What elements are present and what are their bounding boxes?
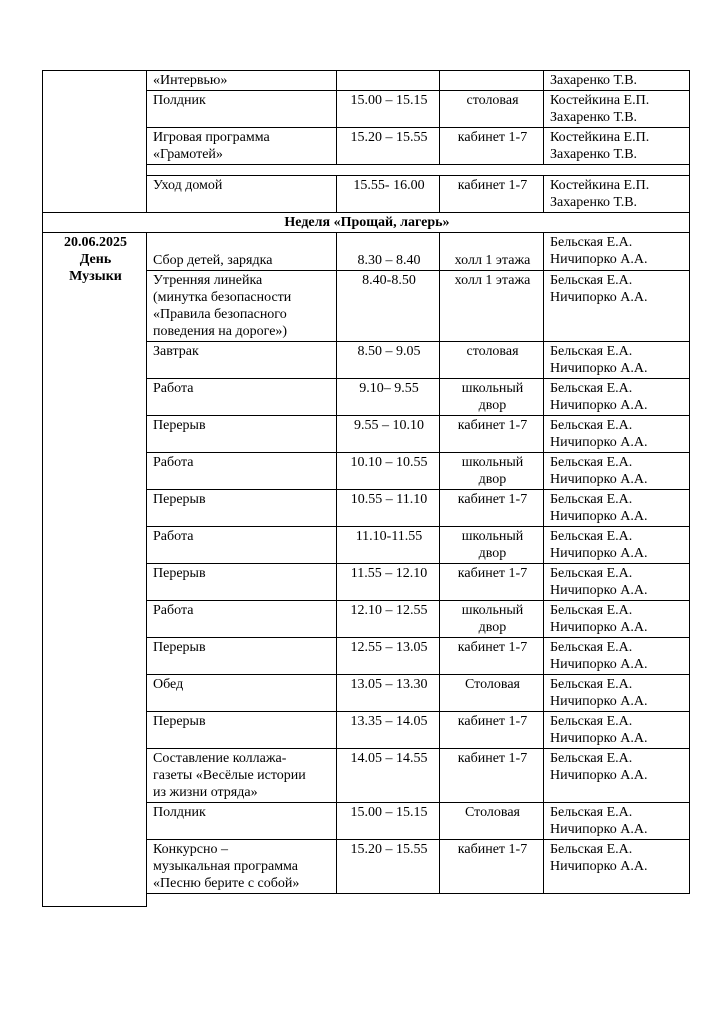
day-date: 20.06.2025 <box>64 235 127 250</box>
time-text: 13.05 – 13.30 <box>350 677 428 692</box>
staff-line: Бельская Е.А. <box>550 344 633 359</box>
staff-line: Бельская Е.А. <box>550 418 633 433</box>
week-title: Неделя «Прощай, лагерь» <box>43 213 690 233</box>
activity-cell <box>147 601 337 638</box>
staff-line: Ничипорко А.А. <box>550 509 648 524</box>
time-text: 12.10 – 12.55 <box>350 603 428 618</box>
place-line: Столовая <box>465 805 520 820</box>
day-cell-continued <box>43 71 147 213</box>
place-line: кабинет 1-7 <box>457 842 528 857</box>
staff-cell <box>544 527 690 564</box>
activity-line: Уход домой <box>153 178 223 193</box>
activity-cell <box>147 379 337 416</box>
time-text: 10.10 – 10.55 <box>350 455 428 470</box>
staff-line: Ничипорко А.А. <box>550 822 648 837</box>
time-cell <box>337 176 440 213</box>
activity-line: «Песню берите с собой» <box>153 876 300 891</box>
activity-line: Завтрак <box>153 344 199 359</box>
time-text: 12.55 – 13.05 <box>350 640 428 655</box>
staff-line: Ничипорко А.А. <box>550 546 648 561</box>
activity-line: Перерыв <box>153 640 206 655</box>
day-name-line1: День <box>79 252 112 267</box>
staff-cell <box>544 840 690 894</box>
place-line: школьный <box>461 381 524 396</box>
staff-cell <box>544 271 690 342</box>
activity-cell <box>147 453 337 490</box>
activity-cell <box>147 128 337 165</box>
time-text: 15.20 – 15.55 <box>350 130 428 145</box>
time-text: 14.05 – 14.55 <box>350 751 428 766</box>
time-cell <box>337 564 440 601</box>
staff-cell <box>544 176 690 213</box>
place-cell <box>440 128 544 165</box>
place-cell <box>440 840 544 894</box>
staff-cell <box>544 416 690 453</box>
week-header-section <box>43 213 690 233</box>
place-cell <box>440 379 544 416</box>
place-line: Столовая <box>465 677 520 692</box>
staff-line: Бельская Е.А. <box>550 492 633 507</box>
activity-line: Игровая программа <box>153 130 270 145</box>
time-cell <box>337 453 440 490</box>
activity-line: «Грамотей» <box>153 147 223 162</box>
place-cell <box>440 564 544 601</box>
time-cell <box>337 527 440 564</box>
time-cell <box>337 601 440 638</box>
activity-cell <box>147 749 337 803</box>
place-line: кабинет 1-7 <box>457 714 528 729</box>
staff-line: Ничипорко А.А. <box>550 472 648 487</box>
staff-line: Ничипорко А.А. <box>550 252 648 267</box>
day-cell <box>43 233 147 907</box>
place-line: кабинет 1-7 <box>457 130 528 145</box>
activity-line: Обед <box>153 677 184 692</box>
time-text: 11.10-11.55 <box>355 529 423 544</box>
time-cell <box>337 271 440 342</box>
place-line: кабинет 1-7 <box>457 178 528 193</box>
staff-line: Костейкина Е.П. <box>550 93 650 108</box>
staff-line: Костейкина Е.П. <box>550 178 650 193</box>
activity-cell <box>147 71 337 91</box>
activity-cell <box>147 638 337 675</box>
staff-cell <box>544 91 690 128</box>
place-line: двор <box>478 398 507 413</box>
place-cell <box>440 71 544 91</box>
week-title-row <box>43 213 690 233</box>
activity-cell <box>147 840 337 894</box>
time-cell <box>337 91 440 128</box>
staff-line: Ничипорко А.А. <box>550 694 648 709</box>
staff-cell <box>544 342 690 379</box>
staff-line: Бельская Е.А. <box>550 842 633 857</box>
place-line: двор <box>478 472 507 487</box>
place-cell <box>440 342 544 379</box>
place-cell <box>440 675 544 712</box>
staff-line: Захаренко Т.В. <box>550 110 638 125</box>
activity-line: (минутка безопасности <box>153 290 292 305</box>
time-text: 15.20 – 15.55 <box>350 842 428 857</box>
staff-line: Захаренко Т.В. <box>550 195 638 210</box>
staff-line: Ничипорко А.А. <box>550 768 648 783</box>
staff-line: Бельская Е.А. <box>550 455 633 470</box>
staff-line: Ничипорко А.А. <box>550 398 648 413</box>
time-text: 8.40-8.50 <box>362 273 416 288</box>
staff-line: Костейкина Е.П. <box>550 130 650 145</box>
staff-cell <box>544 379 690 416</box>
staff-cell <box>544 638 690 675</box>
time-cell <box>337 803 440 840</box>
time-text: 8.30 – 8.40 <box>357 253 421 268</box>
staff-line: Ничипорко А.А. <box>550 859 648 874</box>
activity-cell <box>147 342 337 379</box>
place-line: столовая <box>466 344 519 359</box>
place-line: холл 1 этажа <box>454 253 531 268</box>
schedule-table <box>42 70 690 907</box>
activity-line: Работа <box>153 603 194 618</box>
staff-line: Бельская Е.А. <box>550 603 633 618</box>
place-cell <box>440 416 544 453</box>
staff-line: Ничипорко А.А. <box>550 435 648 450</box>
place-cell <box>440 638 544 675</box>
time-text: 15.55- 16.00 <box>353 178 425 193</box>
activity-line: Перерыв <box>153 714 206 729</box>
activity-cell <box>147 527 337 564</box>
staff-line: Бельская Е.А. <box>550 805 633 820</box>
place-cell <box>440 91 544 128</box>
table-row <box>43 233 690 271</box>
staff-line: Захаренко Т.В. <box>550 73 638 88</box>
activity-line: Работа <box>153 455 194 470</box>
staff-line: Бельская Е.А. <box>550 273 633 288</box>
table-tail-spacer <box>147 894 690 907</box>
time-cell <box>337 416 440 453</box>
place-cell <box>440 453 544 490</box>
place-line: двор <box>478 546 507 561</box>
staff-cell <box>544 601 690 638</box>
activity-cell <box>147 416 337 453</box>
activity-cell <box>147 564 337 601</box>
place-line: двор <box>478 620 507 635</box>
place-line: школьный <box>461 529 524 544</box>
activity-line: музыкальная программа <box>153 859 299 874</box>
day-name-line2: Музыки <box>69 269 122 284</box>
time-text: 10.55 – 11.10 <box>350 492 428 507</box>
activity-line: Работа <box>153 381 194 396</box>
staff-cell <box>544 453 690 490</box>
staff-cell <box>544 71 690 91</box>
time-text: 11.55 – 12.10 <box>350 566 428 581</box>
time-cell <box>337 675 440 712</box>
time-text: 9.55 – 10.10 <box>354 418 424 433</box>
activity-line: Перерыв <box>153 492 206 507</box>
activity-line: Сбор детей, зарядка <box>153 253 273 268</box>
place-line: столовая <box>466 93 519 108</box>
time-cell <box>337 71 440 91</box>
place-cell <box>440 601 544 638</box>
staff-line: Бельская Е.А. <box>550 529 633 544</box>
staff-cell <box>544 803 690 840</box>
activity-line: Полдник <box>153 93 206 108</box>
activity-cell <box>147 712 337 749</box>
time-cell <box>337 712 440 749</box>
time-cell <box>337 490 440 527</box>
activity-line: «Интервью» <box>153 73 228 88</box>
activity-line: Работа <box>153 529 194 544</box>
time-text: 15.00 – 15.15 <box>350 93 428 108</box>
activity-line: Конкурсно – <box>153 842 228 857</box>
staff-line: Захаренко Т.В. <box>550 147 638 162</box>
activity-line: Перерыв <box>153 418 206 433</box>
activity-line: из жизни отряда» <box>153 785 258 800</box>
staff-cell <box>544 675 690 712</box>
staff-line: Бельская Е.А. <box>550 235 633 250</box>
activity-line: «Правила безопасного <box>153 307 287 322</box>
activity-cell <box>147 803 337 840</box>
time-cell <box>337 128 440 165</box>
staff-cell <box>544 128 690 165</box>
previous-day-section <box>43 71 690 213</box>
place-cell <box>440 803 544 840</box>
activity-line: поведения на дороге») <box>153 324 288 339</box>
staff-line: Ничипорко А.А. <box>550 583 648 598</box>
place-line: кабинет 1-7 <box>457 492 528 507</box>
staff-cell <box>544 749 690 803</box>
time-text: 13.35 – 14.05 <box>350 714 428 729</box>
staff-line: Ничипорко А.А. <box>550 731 648 746</box>
place-cell <box>440 271 544 342</box>
staff-cell <box>544 490 690 527</box>
place-cell <box>440 490 544 527</box>
time-cell <box>337 233 440 271</box>
activity-cell <box>147 675 337 712</box>
activity-line: Перерыв <box>153 566 206 581</box>
staff-line: Ничипорко А.А. <box>550 361 648 376</box>
day-section <box>43 233 690 907</box>
staff-line: Бельская Е.А. <box>550 714 633 729</box>
staff-line: Ничипорко А.А. <box>550 657 648 672</box>
staff-cell <box>544 564 690 601</box>
place-line: холл 1 этажа <box>454 273 531 288</box>
time-cell <box>337 342 440 379</box>
time-text: 8.50 – 9.05 <box>357 344 421 359</box>
activity-cell <box>147 176 337 213</box>
activity-line: газеты «Весёлые истории <box>153 768 306 783</box>
time-cell <box>337 749 440 803</box>
place-line: кабинет 1-7 <box>457 751 528 766</box>
time-text: 9.10– 9.55 <box>359 381 419 396</box>
time-cell <box>337 638 440 675</box>
place-line: кабинет 1-7 <box>457 418 528 433</box>
staff-line: Ничипорко А.А. <box>550 620 648 635</box>
place-cell <box>440 176 544 213</box>
time-text: 15.00 – 15.15 <box>350 805 428 820</box>
activity-line: Составление коллажа- <box>153 751 287 766</box>
activity-line: Утренняя линейка <box>153 273 263 288</box>
place-cell <box>440 749 544 803</box>
activity-cell <box>147 165 690 176</box>
place-line: школьный <box>461 603 524 618</box>
staff-line: Ничипорко А.А. <box>550 290 648 305</box>
activity-cell <box>147 233 337 271</box>
staff-cell <box>544 233 690 271</box>
time-cell <box>337 379 440 416</box>
activity-line: Полдник <box>153 805 206 820</box>
place-cell <box>440 712 544 749</box>
time-cell <box>337 840 440 894</box>
activity-cell <box>147 490 337 527</box>
activity-cell <box>147 91 337 128</box>
staff-line: Бельская Е.А. <box>550 640 633 655</box>
staff-line: Бельская Е.А. <box>550 751 633 766</box>
place-line: школьный <box>461 455 524 470</box>
staff-line: Бельская Е.А. <box>550 381 633 396</box>
staff-line: Бельская Е.А. <box>550 677 633 692</box>
place-cell <box>440 527 544 564</box>
table-row <box>43 71 690 91</box>
place-line: кабинет 1-7 <box>457 640 528 655</box>
activity-cell <box>147 271 337 342</box>
place-line: кабинет 1-7 <box>457 566 528 581</box>
place-cell <box>440 233 544 271</box>
staff-line: Бельская Е.А. <box>550 566 633 581</box>
staff-cell <box>544 712 690 749</box>
